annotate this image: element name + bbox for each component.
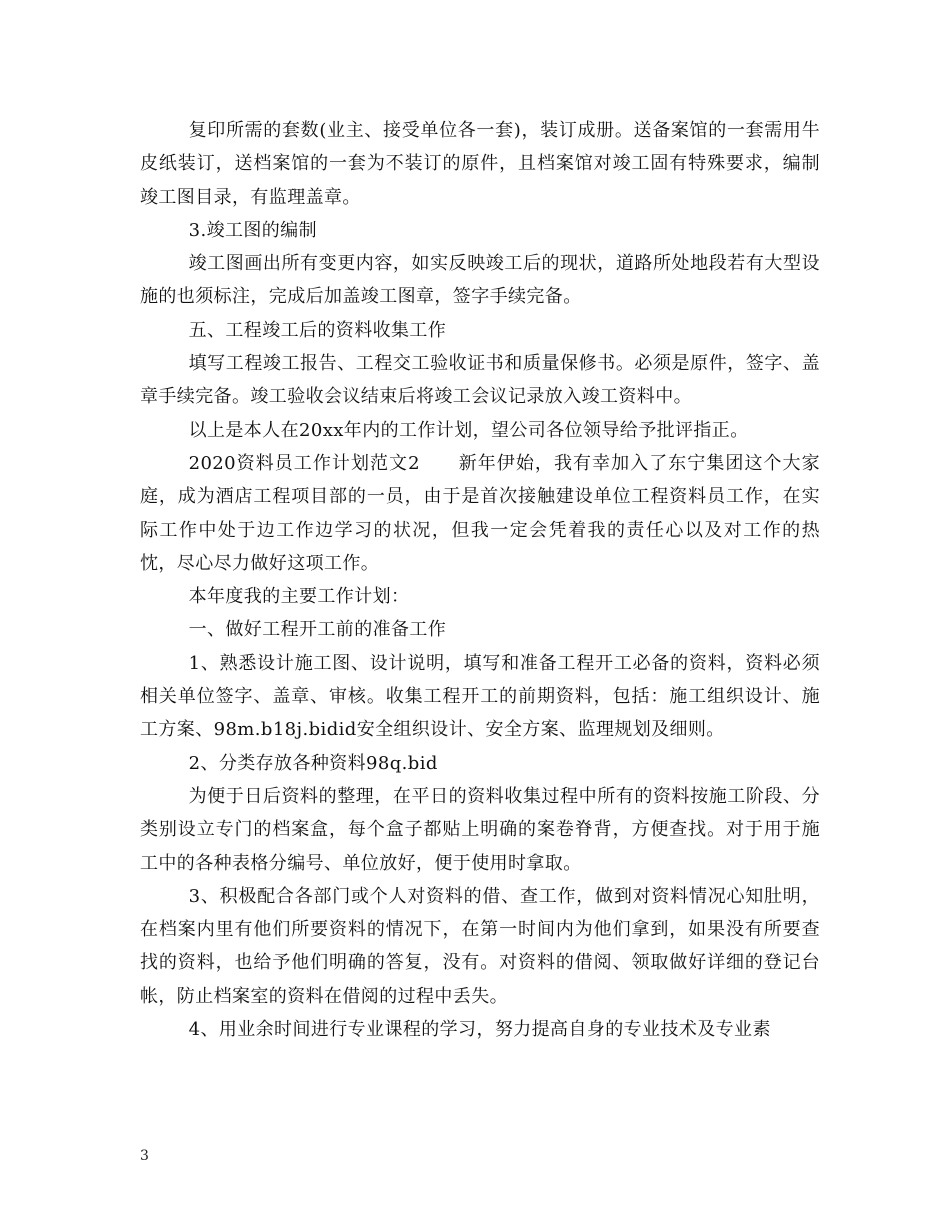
document-body [140, 114, 820, 1046]
paragraph-9: 一、做好工程开工前的准备工作 [188, 619, 447, 641]
paragraph-11: 2、分类存放各种资料98q.bid [188, 752, 438, 774]
paragraph-12: 为便于日后资料的整理，在平日的资料收集过程中所有的资料按施工阶段、分类别设立专门的档案盒，每个盒子都贴上明确的案卷脊背，方便查找。对于用于施工中的各种表格分编号、单位放好，便于使用时拿取。 [140, 785, 820, 874]
page-number: 3 [140, 1148, 149, 1164]
paragraph-5: 填写工程竣工报告、工程交工验收证书和质量保修书。必须是原件，签字、盖章手续完备。竣工验收会议结束后将竣工会议记录放入竣工资料中。 [140, 353, 820, 408]
paragraph-7: 2020资料员工作计划范文2 新年伊始，我有幸加入了东宁集团这个大家庭，成为酒店工程项目部的一员，由于是首次接触建设单位工程资料员工作，在实际工作中处于边工作边学习的状况，但我一定会凭着我的责任心以及对工作的热忱，尽心尽力做好这项工作。 [140, 452, 820, 574]
paragraph-8: 本年度我的主要工作计划： [188, 586, 410, 608]
paragraph-13: 3、积极配合各部门或个人对资料的借、查工作，做到对资料情况心知肚明，在档案内里有他们所要资料的情况下，在第一时间内为他们拿到，如果没有所要查找的资料，也给予他们明确的答复，没有。对资料的借阅、领取做好详细的登记台帐，防止档案室的资料在借阅的过程中丢失。 [140, 885, 820, 1007]
paragraph-1: 复印所需的套数(业主、接受单位各一套)，装订成册。送备案馆的一套需用牛皮纸装订，送档案馆的一套为不装订的原件，且档案馆对竣工固有特殊要求，编制竣工图目录，有监理盖章。 [140, 120, 820, 208]
paragraph-6: 以上是本人在20xx年内的工作计划，望公司各位领导给予批评指正。 [188, 419, 749, 441]
paragraph-4: 五、工程竣工后的资料收集工作 [188, 319, 447, 341]
paragraph-10: 1、熟悉设计施工图、设计说明，填写和准备工程开工必备的资料，资料必须相关单位签字、盖章、审核。收集工程开工的前期资料，包括：施工组织设计、施工方案、98m.b18j.bidid安全组织设计、安全方案、监理规划及细则。 [140, 652, 820, 741]
paragraph-3: 竣工图画出所有变更内容，如实反映竣工后的现状，道路所处地段若有大型设施的也须标注，完成后加盖竣工图章，签字手续完备。 [140, 253, 820, 308]
paragraph-14: 4、用业余时间进行专业课程的学习，努力提高自身的专业技术及专业素 [188, 1019, 771, 1041]
paragraph-2: 3.竣工图的编制 [188, 219, 317, 241]
